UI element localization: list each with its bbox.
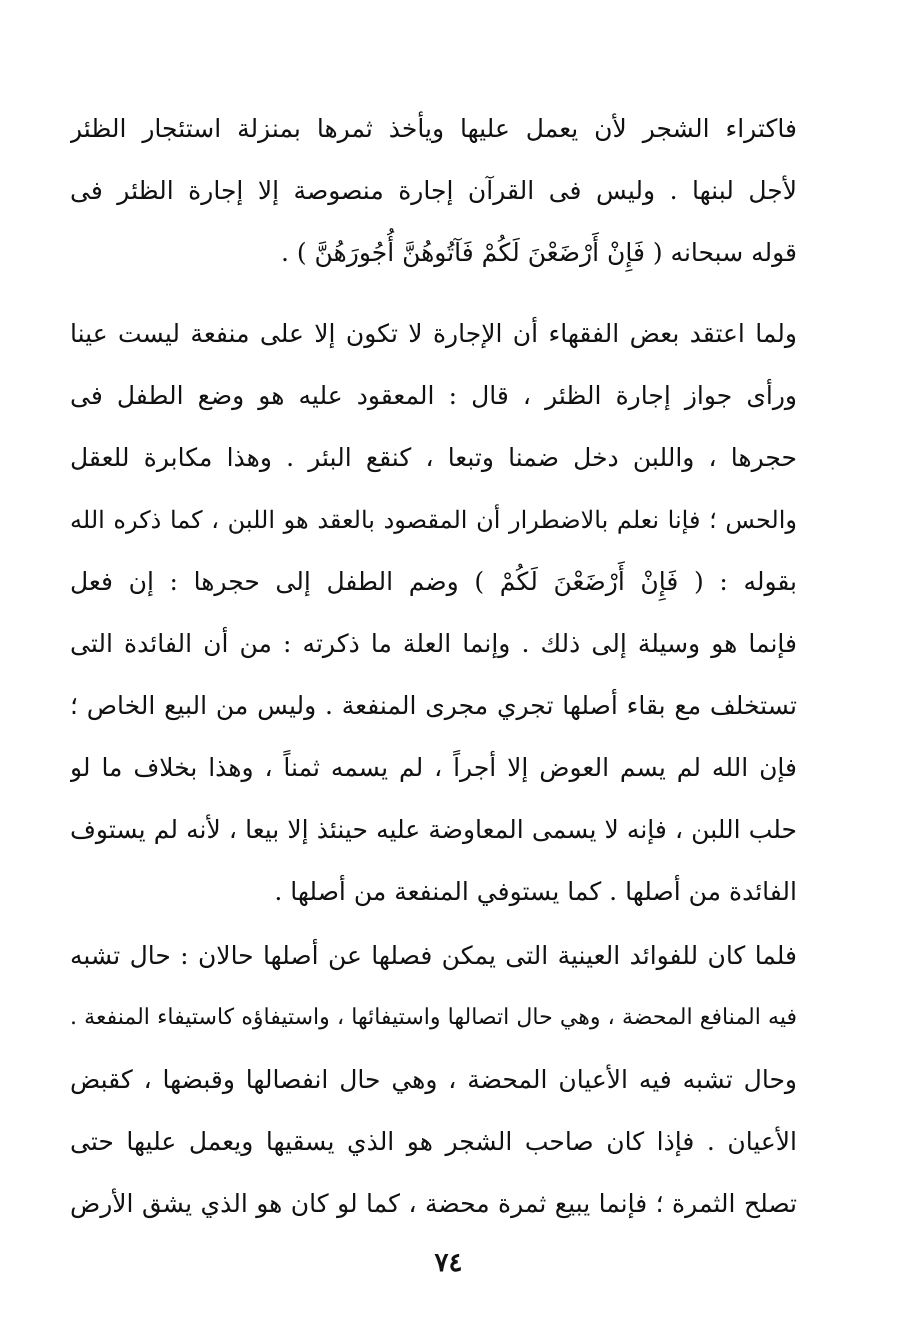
text-line: الفائدة من أصلها . كما يستوفي المنفعة من أصلها . [274, 877, 797, 906]
text-line: حجرها ، واللبن دخل ضمنا وتبعا ، كنقع البئر . وهذا مكابرة للعقل [70, 443, 797, 472]
text-line: لأجل لبنها . وليس فى القرآن إجارة منصوصة إلا إجارة الظئر فى [70, 176, 797, 205]
page-number: ٧٤ [434, 1248, 463, 1278]
text-line: فإنما هو وسيلة إلى ذلك . وإنما العلة ما ذكرته : من أن الفائدة التى [70, 629, 797, 658]
text-line: فاكتراء الشجر لأن يعمل عليها ويأخذ ثمرها بمنزلة استئجار الظئر [70, 114, 797, 143]
text-line: ولما اعتقد بعض الفقهاء أن الإجارة لا تكون إلا على منفعة ليست عينا [70, 319, 797, 348]
text-line: فيه المنافع المحضة ، وهي حال اتصالها واستيفائها ، واستيفاؤه كاستيفاء المنفعة . [70, 1005, 797, 1030]
paragraph-1 [70, 98, 797, 284]
text-line: فلما كان للفوائد العينية التى يمكن فصلها عن أصلها حالان : حال تشبه [70, 941, 797, 970]
text-line: تستخلف مع بقاء أصلها تجري مجرى المنفعة . وليس من البيع الخاص ؛ [70, 691, 797, 720]
text-line: قوله سبحانه ( فَإِنْ أَرْضَعْنَ لَكُمْ فَآتُوهُنَّ أُجُورَهُنَّ ) . [280, 238, 797, 267]
paragraph-3 [70, 925, 797, 1235]
paragraph-2 [70, 303, 797, 923]
text-line: وحال تشبه فيه الأعيان المحضة ، وهي حال انفصالها وقبضها ، كقبض [70, 1065, 797, 1094]
text-line: تصلح الثمرة ؛ فإنما يبيع ثمرة محضة ، كما لو كان هو الذي يشق الأرض [70, 1189, 797, 1218]
text-line: والحس ؛ فإنا نعلم بالاضطرار أن المقصود بالعقد هو اللبن ، كما ذكره الله [70, 506, 797, 534]
text-line: حلب اللبن ، فإنه لا يسمى المعاوضة عليه حينئذ إلا بيعا ، لأنه لم يستوف [70, 815, 797, 844]
text-line: ورأى جواز إجارة الظئر ، قال : المعقود عليه هو وضع الطفل فى [70, 381, 797, 410]
text-line: بقوله : ( فَإِنْ أَرْضَعْنَ لَكُمْ ) وضم الطفل إلى حجرها : إن فعل [70, 567, 797, 596]
text-line: فإن الله لم يسم العوض إلا أجراً ، لم يسمه ثمناً ، وهذا بخلاف ما لو [70, 753, 797, 782]
text-line: الأعيان . فإذا كان صاحب الشجر هو الذي يسقيها ويعمل عليها حتى [70, 1127, 797, 1156]
